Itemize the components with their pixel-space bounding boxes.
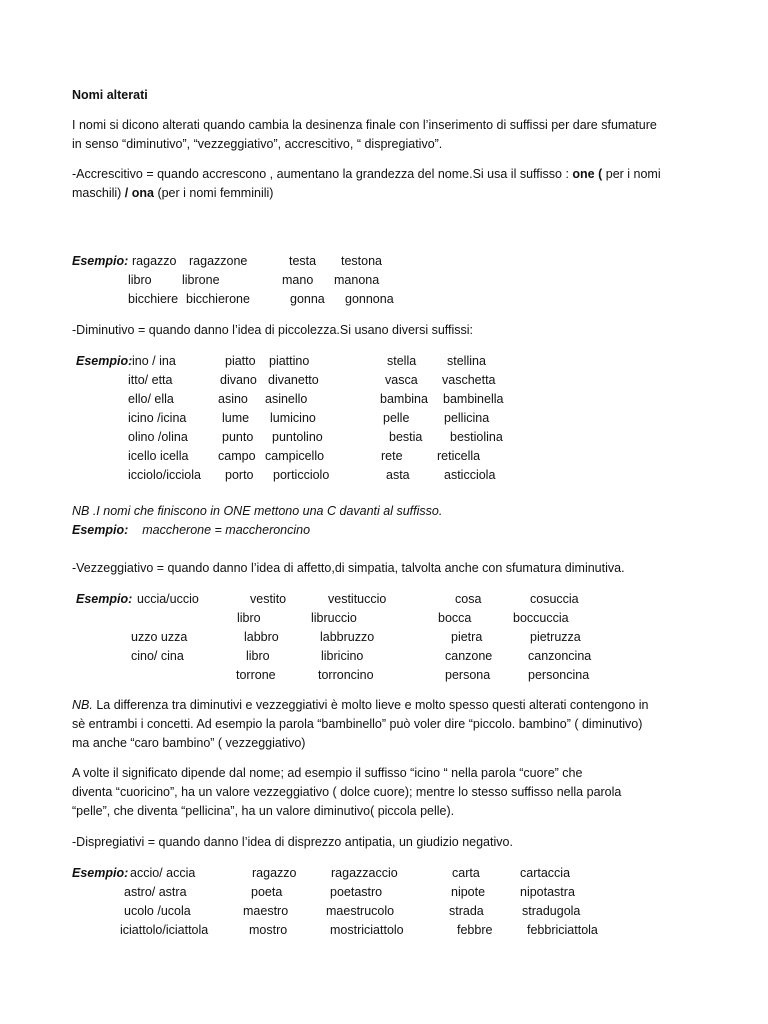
- accrescitivo-line-1: -Accrescitivo = quando accrescono , aumentano la grandezza del nome.Si usa il suffisso : one ( per i nomi: [72, 167, 661, 181]
- nb-note: NB .I nomi che finiscono in ONE mettono una C davanti al suffisso.: [72, 504, 443, 518]
- accrescitivo-section: [72, 165, 712, 203]
- nb-paragraph: NB. La differenza tra diminutivi e vezzeggiativi è molto lieve e molto spesso questi alterati contengono in sè entrambi i concetti. Ad esempio la parola “bambinello” può voler dire “piccolo. bambino” ( diminutivo) ma anche “caro bambino” ( vezzeggiativo): [72, 698, 649, 750]
- dispregiativi-heading: -Dispregiativi = quando danno l’idea di disprezzo antipatia, un giudizio negativo.: [72, 835, 513, 849]
- document-page: Nomi alterati I nomi si dicono alterati quando cambia la desinenza finale con l’inserimento di suffissi per dare sfumature in senso “diminutivo”, “vezzeggiativo”, accrescitivo, “ dispregiativo”. -Accrescitivo = quando accrescono , aumentano la grandezza del nome.Si usa il suffisso : one ( per i nomi maschili) / ona (per i nomi femminili) Esempio: ragazzo ragazzone testa testona libro librone mano manona bicchiere bicchierone gonna gonnona -Diminutivo = quando danno l’idea di piccolezza.Si usano diversi suffissi: Esempio: ino / ina piatto piattino stella stellina itto/ etta divano divanetto vasca vaschetta ello/ ella asino asinello bambina bambinella icino /icina lume lumicino pelle pellicina olino /olina punto puntolino bestia bestiolina icello icella campo campicello rete reticella icciolo/icciola porto porticciolo asta asticciola NB .I nomi che finiscono in ONE mettono una C davanti al suffisso. Esempio: maccherone = maccheroncino -Vezzeggiativo = quando danno l’idea di affetto,di simpatia, talvolta anche con sfumatura diminutiva. Esempio: uccia/uccio vestito vestituccio cosa cosuccia libro libruccio bocca boccuccia uzzo uzza labbro labbruzzo pietra pietruzza cino/ cina libro libricino canzone canzoncina torrone torroncino persona personcina NB. La differenza tra diminutivi e vezzeggiativi è molto lieve e molto spesso questi alterati contengono in sè entrambi i concetti. Ad esempio la parola “bambinello” può voler dire “piccolo. bambino” ( diminutivo) ma anche “caro bambino” ( vezzeggiativo) A volte il significato dipende dal nome; ad esempio il suffisso “icino “ nella parola “cuore” che diventa “cuoricino”, ha un valore vezzeggiativo ( dolce cuore); mentre lo stesso suffisso nella parola “pelle”, che diventa “pellicina”, ha un valore diminutivo( piccola pelle). -Dispregiativi = quando danno l’idea di disprezzo antipatia, un giudizio negativo. Esempio: accio/ accia ragazzo ragazzaccio carta cartaccia astro/ astra poeta poetastro nipote nipotastra ucolo /ucola maestro maestrucolo strada stradugola iciattolo/iciattola mostro mostriciattolo febbre febbriciattola: [0, 0, 768, 1024]
- diminutivo-heading: -Diminutivo = quando danno l’idea di piccolezza.Si usano diversi suffissi:: [72, 323, 474, 337]
- accrescitivo-term: -Accrescitivo: [72, 167, 143, 181]
- intro-paragraph: [72, 116, 712, 154]
- page-title: Nomi alterati: [72, 88, 148, 102]
- example-label: Esempio:: [72, 254, 129, 268]
- accrescitivo-line-2: maschili) / ona (per i nomi femminili): [72, 186, 274, 200]
- intro-line-2: in senso “diminutivo”, “vezzeggiativo”, accrescitivo, “ dispregiativo”.: [72, 137, 443, 151]
- vezzeggiativo-heading: -Vezzeggiativo = quando danno l’idea di affetto,di simpatia, talvolta anche con sfumatura diminutiva.: [72, 561, 625, 575]
- nb-example: Esempio: maccherone = maccheroncino: [72, 523, 311, 537]
- avolte-paragraph: A volte il significato dipende dal nome; ad esempio il suffisso “icino “ nella parola “cuore” che diventa “cuoricino”, ha un valore vezzeggiativo ( dolce cuore); mentre lo stesso suffisso nella parola “pelle”, che diventa “pellicina”, ha un valore diminutivo( piccola pelle).: [72, 766, 622, 818]
- intro-line-1: I nomi si dicono alterati quando cambia la desinenza finale con l’inserimento di suffissi per dare sfumature: [72, 118, 657, 132]
